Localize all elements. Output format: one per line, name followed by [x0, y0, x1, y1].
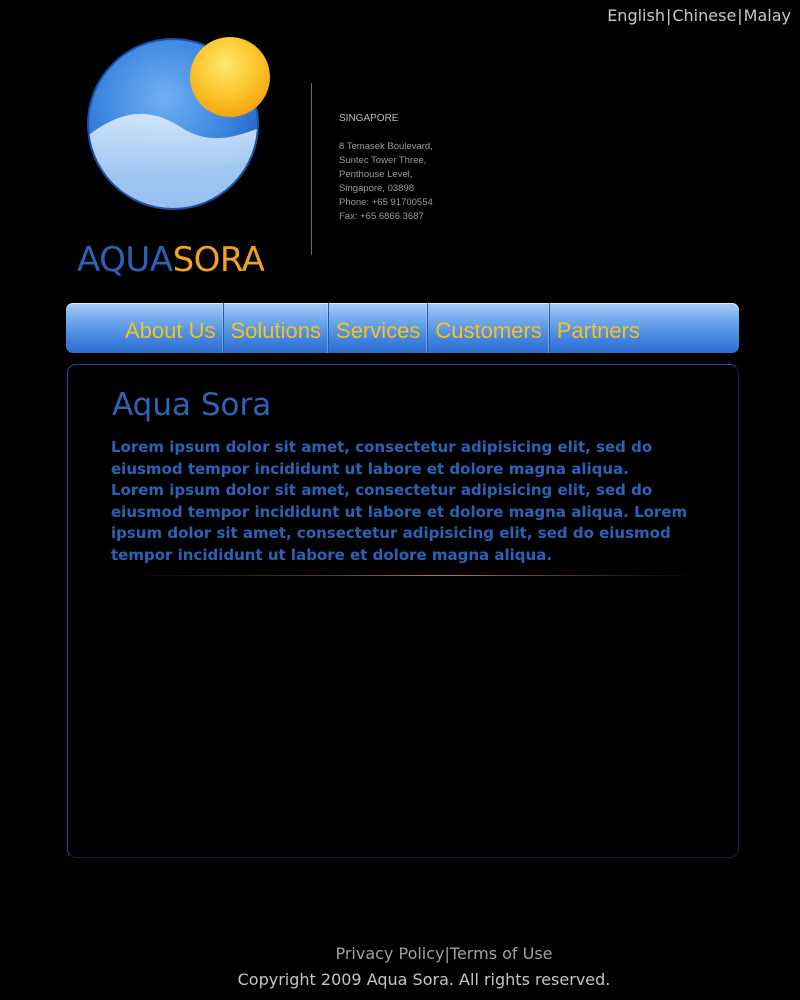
terms-of-use-link[interactable]: Terms of Use: [449, 944, 553, 963]
logo-word-aqua: AQUA: [77, 240, 173, 280]
lang-english-link[interactable]: English: [607, 6, 665, 25]
footer-separator: |: [444, 944, 450, 963]
lang-separator: |: [665, 6, 672, 25]
address-line: Penthouse Level,: [339, 169, 413, 180]
logo-word-sora: SORA: [172, 240, 265, 280]
lang-separator: |: [737, 6, 743, 25]
address-phone: Phone: +65 91700554: [339, 197, 433, 208]
privacy-policy-link[interactable]: Privacy Policy: [335, 944, 445, 963]
logo-svg: [84, 34, 274, 214]
content-body: [111, 437, 723, 567]
address-line: Singapore, 03898: [339, 183, 415, 194]
nav-item-solutions[interactable]: Solutions: [223, 303, 329, 353]
content-panel: [67, 364, 739, 858]
content-paragraph: Lorem ipsum dolor sit amet, consectetur adipisicing elit, sed do eiusmod tempor incididunt ut labore et dolore magna aliqua.: [111, 438, 653, 478]
address-fax: Fax: +65 6866 3687: [339, 211, 424, 222]
address-city: SINGAPORE: [339, 113, 399, 124]
language-switcher: [607, 6, 791, 25]
nav-item-customers[interactable]: Customers: [427, 303, 548, 353]
content-paragraph: Lorem ipsum dolor sit amet, consectetur adipisicing elit, sed do eiusmod tempor incididunt ut labore et dolore magna aliqua. Lorem ipsum dolor sit amet, consectetur adipisicing elit, sed do eiusmod tempor incididunt ut labore et dolore magna aliqua.: [111, 481, 688, 564]
lang-malay-link[interactable]: Malay: [743, 6, 791, 25]
header-divider: [311, 83, 312, 255]
footer-links: [0, 944, 800, 963]
nav-items: [119, 303, 647, 353]
nav-item-about-us[interactable]: About Us: [125, 318, 216, 343]
main-nav: [66, 303, 739, 353]
address-line: Suntec Tower Three,: [339, 155, 427, 166]
nav-item-partners[interactable]: Partners: [549, 303, 647, 353]
address-line: 8 Temasek Boulevard,: [339, 141, 433, 152]
page-title: Aqua Sora: [112, 387, 272, 423]
copyright-text: Copyright 2009 Aqua Sora. All rights reserved.: [237, 970, 611, 989]
nav-item-services[interactable]: Services: [328, 303, 427, 353]
lang-chinese-link[interactable]: Chinese: [672, 6, 737, 25]
content-divider: [128, 575, 698, 576]
sun-shape: [190, 37, 270, 117]
logo-wordmark[interactable]: [77, 238, 264, 282]
contact-address: [339, 112, 433, 224]
logo-globe-sun-icon[interactable]: [84, 34, 274, 214]
